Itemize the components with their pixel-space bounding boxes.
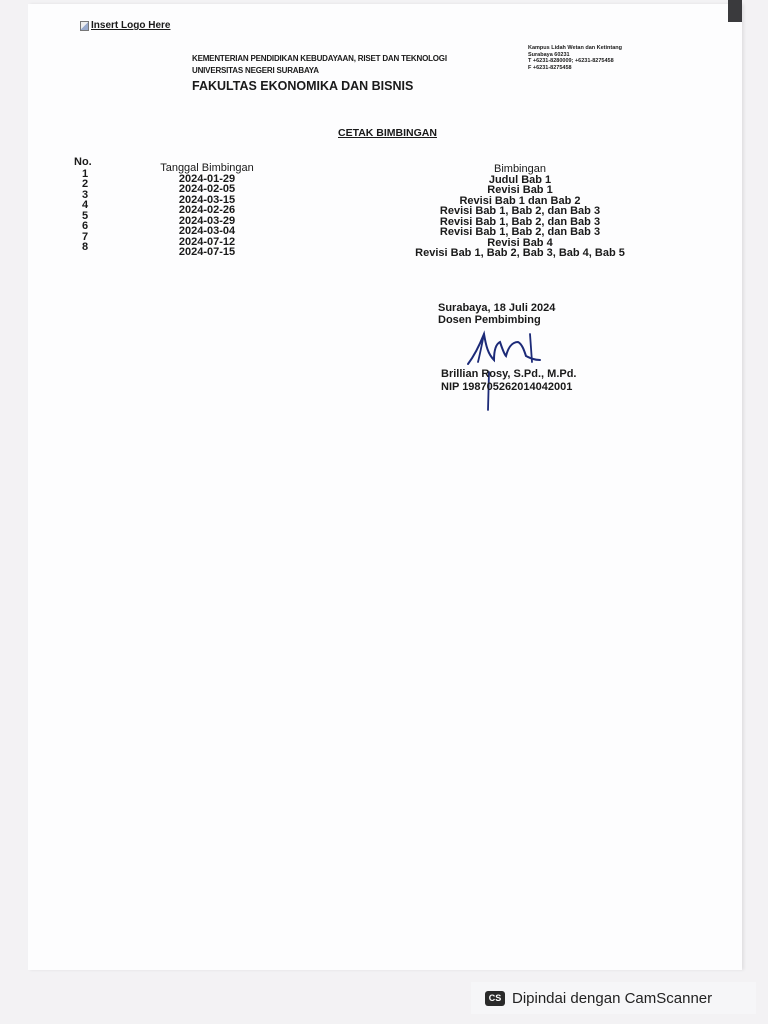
row-no: 8: [82, 241, 89, 253]
row-topic: Revisi Bab 1, Bab 2, dan Bab 3: [439, 215, 601, 228]
row-date: 2024-03-29: [178, 214, 236, 227]
handwritten-signature: [460, 320, 550, 412]
signer-role: Dosen Pembimbing: [438, 314, 541, 326]
row-date: 2024-02-05: [178, 183, 236, 195]
broken-image-icon: [80, 21, 89, 31]
logo-placeholder: [80, 20, 170, 31]
camscanner-watermark: [471, 982, 756, 1014]
header-date: Tanggal Bimbingan: [160, 162, 254, 174]
row-topic: Revisi Bab 4: [487, 236, 553, 249]
contact-line: Surabaya 60231: [528, 51, 570, 58]
row-no: 3: [82, 188, 89, 201]
faculty-name: FAKULTAS EKONOMIKA DAN BISNIS: [192, 79, 414, 93]
contact-line: F +6231-8275458: [528, 64, 572, 71]
row-date: 2024-03-04: [178, 225, 236, 237]
row-topic: Revisi Bab 1, Bab 2, Bab 3, Bab 4, Bab 5: [415, 247, 625, 259]
contact-line: T +6231-8280009; +6231-8275458: [528, 58, 614, 64]
row-no: 6: [82, 220, 89, 232]
document-title: CETAK BIMBINGAN: [338, 127, 437, 139]
row-date: 2024-01-29: [178, 172, 236, 185]
column-date: [154, 163, 260, 258]
camscanner-icon: CS: [485, 991, 505, 1006]
row-date: 2024-02-26: [178, 204, 236, 216]
header-topic: Bimbingan: [494, 163, 546, 175]
row-date: 2024-07-12: [178, 235, 236, 248]
row-no: 1: [82, 167, 89, 180]
row-no: 5: [82, 209, 89, 222]
signer-info: [441, 368, 577, 393]
row-topic: Revisi Bab 1, Bab 2, dan Bab 3: [439, 226, 601, 238]
logo-alt-text: Insert Logo Here: [91, 20, 171, 31]
watermark-text: Dipindai dengan CamScanner: [512, 989, 713, 1007]
scan-edge-shadow: [728, 0, 742, 22]
signer-nip: NIP 198705262014042001: [441, 380, 573, 393]
contact-info: [528, 45, 622, 71]
row-no: 7: [82, 230, 89, 243]
row-no: 2: [82, 178, 89, 190]
row-date: 2024-07-15: [178, 246, 236, 258]
ministry-name: KEMENTERIAN PENDIDIKAN KEBUDAYAAN, RISET DAN TEKNOLOGI: [192, 54, 447, 63]
row-date: 2024-03-15: [178, 193, 236, 206]
row-topic: Revisi Bab 1: [487, 184, 553, 196]
column-no: [74, 157, 92, 253]
column-topic: [400, 164, 640, 259]
document-page: [28, 4, 742, 970]
university-name: UNIVERSITAS NEGERI SURABAYA: [192, 66, 319, 75]
row-topic: Judul Bab 1: [488, 173, 552, 186]
row-topic: Revisi Bab 1, Bab 2, dan Bab 3: [439, 205, 601, 217]
place-date: Surabaya, 18 Juli 2024: [438, 302, 556, 314]
signer-name: Brillian Rosy, S.Pd., M.Pd.: [441, 368, 577, 380]
row-no: 4: [82, 199, 89, 211]
header-no: No.: [74, 156, 92, 168]
row-topic: Revisi Bab 1 dan Bab 2: [459, 194, 581, 207]
contact-line: Kampus Lidah Wetan dan Ketintang: [528, 45, 623, 51]
